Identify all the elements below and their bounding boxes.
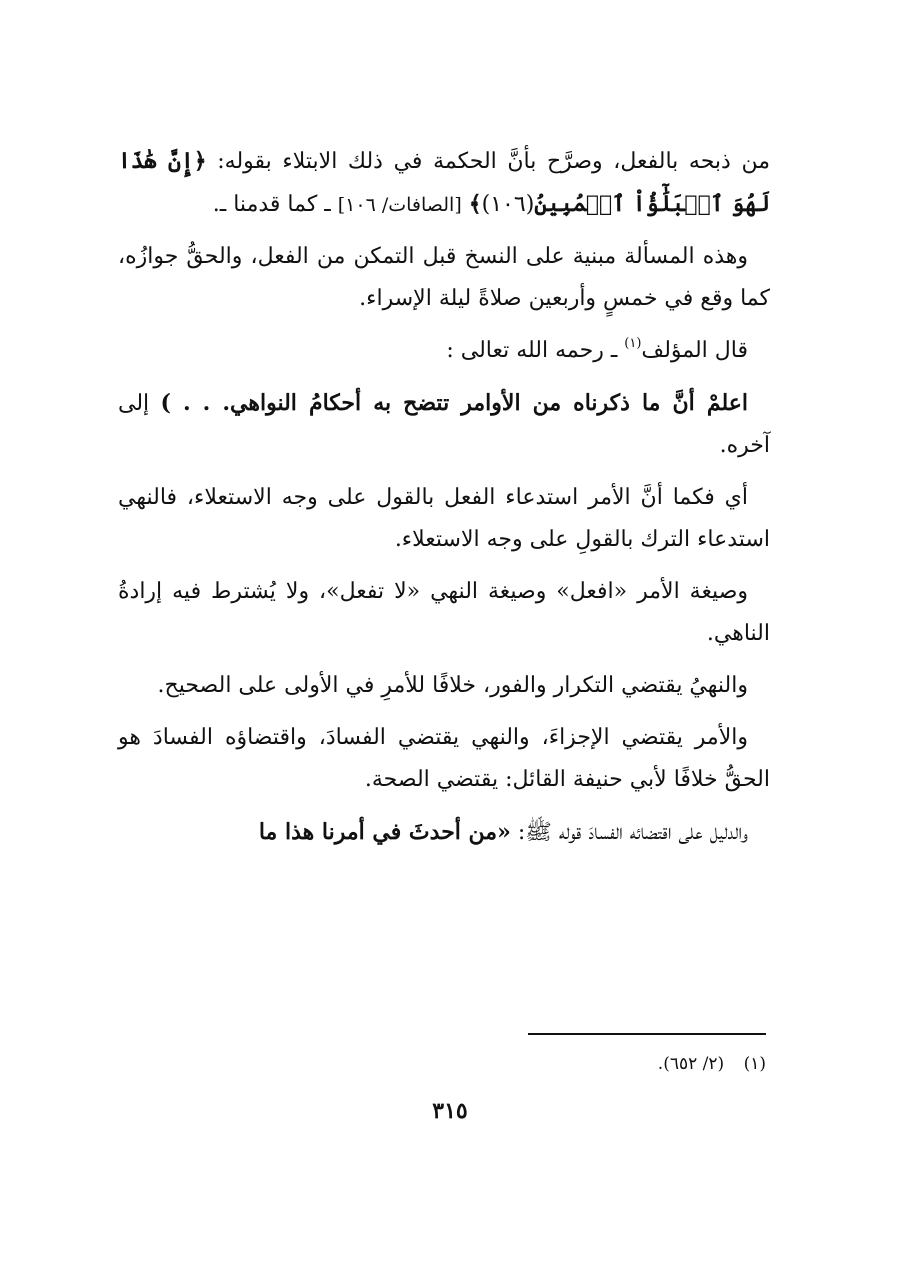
- verse-reference: [الصافات/ ١٠٦]: [337, 194, 462, 216]
- paragraph-6: وصيغة الأمر «افعل» وصيغة النهي «لا تفعل»، ولا يُشترط فيه إرادةُ الناهي.: [118, 579, 770, 646]
- page-number: ٣١٥: [432, 1098, 468, 1124]
- footnote-divider: [528, 1033, 766, 1035]
- paragraph-1: [118, 140, 770, 226]
- paragraph-4: [118, 382, 770, 467]
- hadith-text: «من أحدثَ في أمرنا هذا ما: [258, 819, 511, 845]
- quran-open-bracket: ﴿: [193, 148, 207, 174]
- paragraph-7: والنهيُ يقتضي التكرار والفور، خلافًا للأمرِ في الأولى على الصحيح.: [157, 673, 748, 698]
- paragraph-1-text-b: ـ كما قدمنا ـ.: [212, 192, 338, 217]
- paragraph-9-text-a: والدليل على اقتضائه الفسادَ قوله ﷺ:: [510, 820, 748, 845]
- paragraph-4-text-b: إلى آخره.: [118, 391, 770, 458]
- paragraph-2: وهذه المسألة مبنية على النسخ قبل التمكن من الفعل، والحقُّ جوازُه، كما وقع في خمسٍ وأربعين صلاةً ليلة الإسراء.: [118, 244, 770, 311]
- footnote-text: (٢/ ٦٥٢).: [657, 1054, 725, 1074]
- paragraph-8: والأمر يقتضي الإجزاءَ، والنهي يقتضي الفسادَ، واقتضاؤه الفسادَ هو الحقُّ خلافًا لأبي حنيفة القائل: يقتضي الصحة.: [118, 725, 770, 792]
- footnote: [528, 1050, 766, 1078]
- quran-verse-text: إِنَّ هَٰذَا لَهُوَ ٱلۡبَلَٰٓؤُاْ ٱلۡمُبِينُ: [118, 148, 770, 217]
- paragraph-5: أي فكما أنَّ الأمر استدعاء الفعل بالقول على وجه الاستعلاء، فالنهي استدعاء الترك بالقولِ على وجه الاستعلاء.: [118, 485, 770, 552]
- paragraph-3-text-b: ـ رحمه الله تعالى :: [446, 338, 625, 363]
- page-body: [118, 140, 770, 864]
- paragraph-1-text-a: من ذبحه بالفعل، وصرَّح بأنَّ الحكمة في ذلك الابتلاء بقوله:: [206, 149, 770, 174]
- footnote-reference: (١): [624, 336, 642, 351]
- quran-close-bracket: ﴾: [468, 191, 482, 217]
- paragraph-4-bold-text: اعلمْ أنَّ ما ذكرناه من الأوامر تتضح به أحكامُ النواهي. . . ): [160, 390, 748, 416]
- paragraph-3: [118, 330, 770, 372]
- footnote-number: (١): [743, 1054, 766, 1074]
- author-label: قال المؤلف: [641, 338, 748, 363]
- paragraph-9: [118, 811, 770, 854]
- verse-number: (١٠٦): [481, 192, 535, 217]
